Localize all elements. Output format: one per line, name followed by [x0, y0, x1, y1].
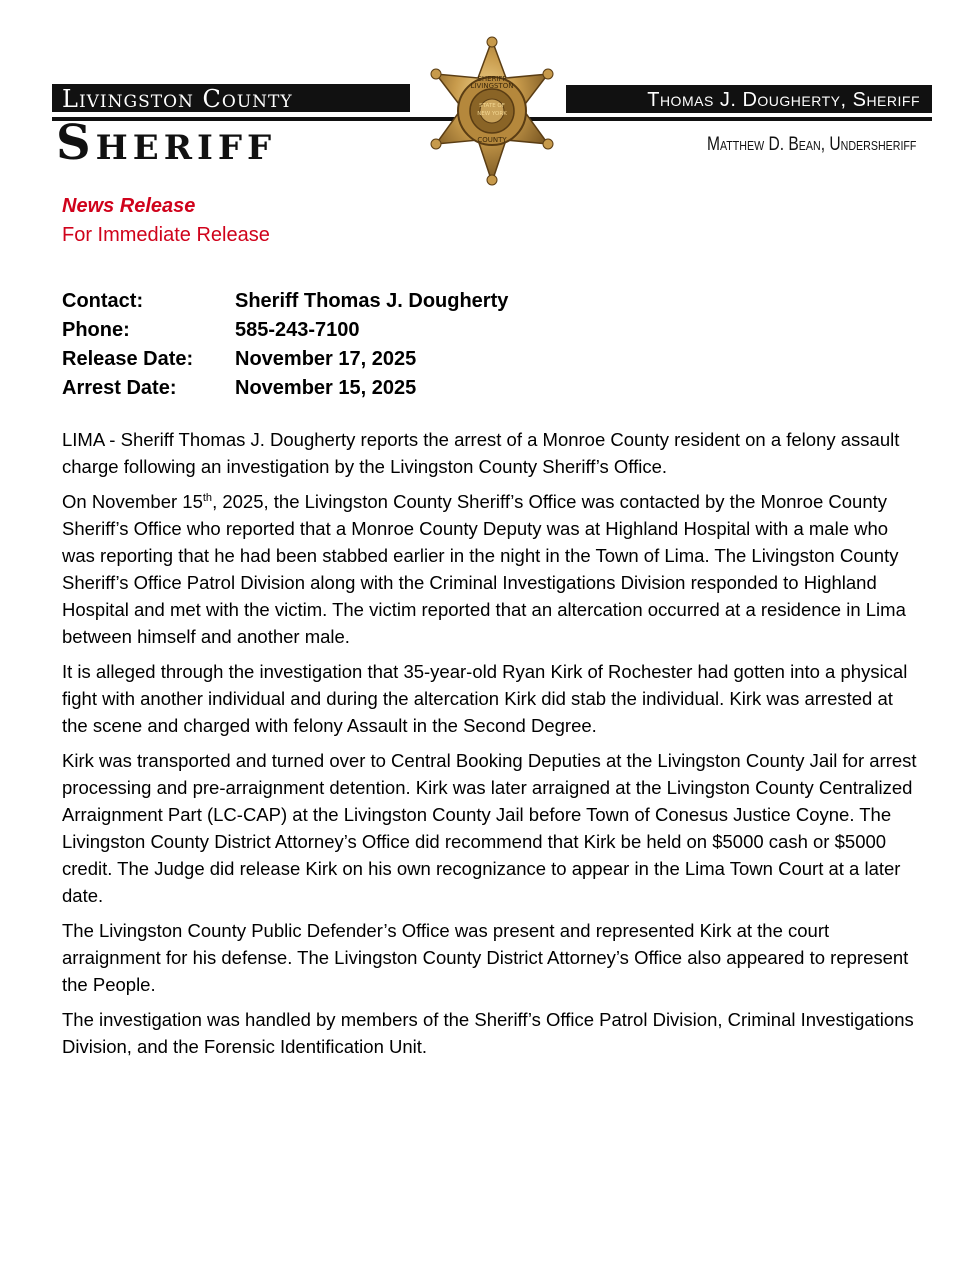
immediate-release-label: For Immediate Release	[62, 224, 270, 246]
letterhead	[0, 0, 980, 190]
ordinal-suffix: th	[202, 492, 213, 504]
badge-text-ny: NEW YORK	[477, 111, 507, 117]
paragraph-arraignment: Kirk was transported and turned over to Central Booking Deputies at the Livingston County Jail for arrest processing and pre-arraignment detention. Kirk was later arraigned at the Livingston County Centralized Arraignment Part (LC-CAP) at the Livingston County Jail before Town of Conesus Justice Coyne. The Livingston County District Attorney’s Office did recommend that Kirk be held on $5000 cash or $5000 credit. The Judge did release Kirk on his own recognizance to appear in the Lima Town Court at a later date.	[62, 750, 917, 906]
release-body	[62, 426, 922, 1068]
undersheriff-name: Matthew D. Bean, Undersheriff	[706, 134, 916, 155]
paragraph-allegation: It is alleged through the investigation that 35-year-old Ryan Kirk of Rochester had gotten into a physical fight with another individual and during the altercation Kirk did stab the individual. Kirk was arrested at the scene and charged with felony Assault in the Second Degree.	[62, 661, 908, 736]
contact-row	[62, 287, 508, 316]
agency-name: Sheriff	[56, 115, 277, 171]
release-date-label: Release Date:	[62, 348, 194, 370]
badge-text-bottom: COUNTY	[477, 136, 507, 144]
paragraph-incident-rest: , 2025, the Livingston County Sheriff’s Office was contacted by the Monroe County Sheriff’s Office who reported that a Monroe County Deputy was at Highland Hospital with a male who was reporting that he had been stabbed earlier in the night in the Town of Lima. The Livingston County Sheriff’s Office Patrol Division along with the Criminal Investigations Division responded to Highland Hospital and met with the victim. The victim reported that an altercation occurred at a residence in Lima between himself and another male.	[62, 491, 906, 647]
sheriff-name: Thomas J. Dougherty, Sheriff	[647, 89, 920, 111]
contact-value: Sheriff Thomas J. Dougherty	[235, 290, 509, 312]
contact-label: Contact:	[62, 290, 144, 312]
paragraph-incident	[62, 488, 922, 650]
paragraph-investigation: The investigation was handled by members of the Sheriff’s Office Patrol Division, Criminal Investigations Division, and the Forensic Identification Unit.	[62, 1009, 914, 1057]
paragraph-defense: The Livingston County Public Defender’s Office was present and represented Kirk at the court arraignment for his defense. The Livingston County District Attorney’s Office also appeared to represent the People.	[62, 920, 909, 995]
county-name: Livingston County	[62, 85, 293, 113]
release-date-row	[62, 345, 508, 374]
paragraph-intro: LIMA - Sheriff Thomas J. Dougherty reports the arrest of a Monroe County resident on a felony assault charge following an investigation by the Livingston County Sheriff’s Office.	[62, 429, 900, 477]
contact-table	[62, 287, 508, 403]
badge-text-state: STATE OF	[479, 103, 505, 109]
release-header	[62, 192, 270, 250]
badge-text-county: LIVINGSTON	[470, 82, 514, 90]
paragraph-incident-start: On November 15	[62, 491, 203, 512]
arrest-date-value: November 15, 2025	[235, 377, 417, 399]
sheriff-badge-icon	[422, 36, 562, 186]
arrest-date-row	[62, 374, 508, 403]
badge-text-top: SHERIFF	[477, 75, 507, 83]
news-release-title: News Release	[62, 195, 196, 217]
arrest-date-label: Arrest Date:	[62, 377, 177, 399]
phone-value: 585-243-7100	[235, 319, 360, 341]
phone-row	[62, 316, 508, 345]
phone-label: Phone:	[62, 319, 130, 341]
release-date-value: November 17, 2025	[235, 348, 417, 370]
